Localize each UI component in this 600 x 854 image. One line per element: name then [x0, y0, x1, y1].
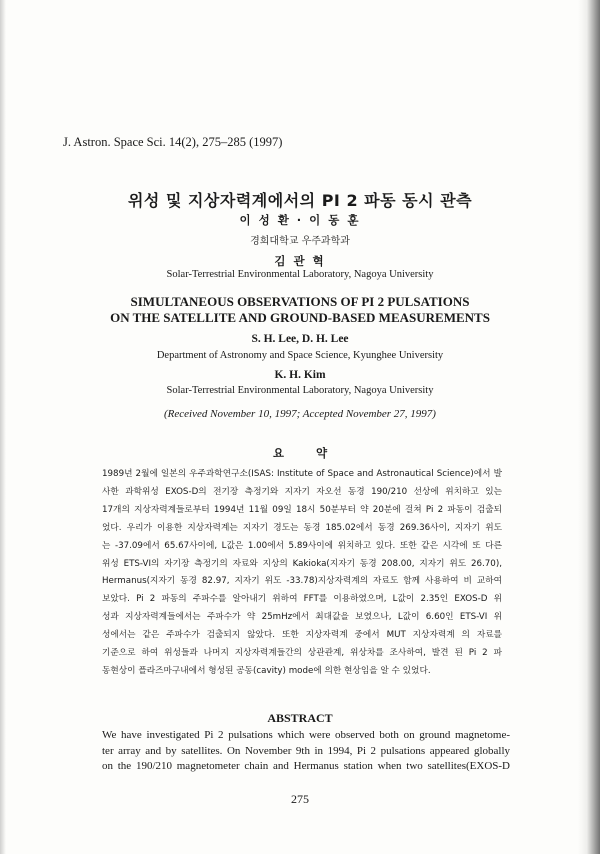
korean-title: 위성 및 지상자력계에서의 PI 2 파동 동시 관측 — [127, 191, 473, 210]
korean-abstract-line: 1989년 2월에 일본의 우주과학연구소(ISAS: Institute of Space and Astronautical Science)에서 발 — [102, 469, 502, 479]
korean-abstract-line: 성과 지상자력계들에서는 주파수가 약 25mHz에서 최대값을 보였으나, L값이 6.60인 ETS-VI 위 — [102, 612, 502, 623]
english-affiliation-2: Solar-Terrestrial Environmental Laboratory, Nagoya University — [166, 385, 434, 396]
korean-abstract-line: 었다. 우리가 이용한 지상자력계는 지자기 경도는 동경 185.02에서 동경 269.36사이, 지자기 위도 — [102, 522, 502, 533]
korean-affiliation: 경희대학교 우주과학과 — [250, 236, 350, 247]
english-author-2: K. H. Kim — [274, 369, 326, 381]
abstract-heading: ABSTRACT — [267, 711, 333, 725]
page-number: 275 — [291, 792, 309, 806]
korean-abstract-line: 17개의 지상자력계들로부터 1994년 11월 09일 18시 50분부터 약 20분에 걸쳐 Pi 2 파동이 검출되 — [102, 504, 502, 515]
received-dates: (Received November 10, 1997; Accepted November 27, 1997) — [164, 408, 436, 420]
journal-reference: J. Astron. Space Sci. 14(2), 275–285 (1997) — [63, 135, 283, 149]
english-affiliation: Department of Astronomy and Space Science, Kyunghee University — [156, 350, 444, 361]
english-abstract-line: ter array and by satellites. On November 9th in 1994, Pi 2 pulsations appeared globally — [102, 744, 510, 757]
english-abstract-line: We have investigated Pi 2 pulsations which were observed both on ground magnetome- — [102, 729, 510, 741]
korean-author-2: 김 관 혁 — [274, 254, 326, 268]
korean-abstract-heading: 요약 — [272, 446, 360, 460]
korean-abstract-line: 보았다. Pi 2 파동의 주파수를 알아내기 위하여 FFT를 이용하였으며, L값이 2.35인 EXOS-D 위 — [102, 594, 502, 605]
english-abstract — [102, 728, 510, 775]
english-title-line-1: SIMULTANEOUS OBSERVATIONS OF PI 2 PULSATIONS — [130, 294, 470, 309]
korean-abstract-line: 동현상이 플라즈마구내에서 형성된 공동(cavity) mode에 의한 현상임을 알 수 있었다. — [102, 665, 431, 676]
korean-affiliation-2: Solar-Terrestrial Environmental Laboratory, Nagoya University — [166, 269, 434, 280]
korean-abstract-line: Hermanus(지자기 동경 82.97, 지자기 위도 -33.78)지상자력계의 자료도 함께 사용하여 비 교하여 — [102, 576, 502, 587]
korean-authors: 이 성 환 · 이 동 훈 — [239, 213, 361, 227]
korean-abstract — [102, 466, 502, 681]
korean-abstract-line: 성에서는 같은 주파수가 검출되지 않았다. 또한 지상자력계 중에서 MUT 지상자력계 의 자료를 — [102, 630, 502, 641]
korean-abstract-line: 기준으로 하여 위성들과 나머지 지상자력계들간의 상관관계, 위상차를 조사하여, 발견 된 Pi 2 파 — [102, 648, 502, 659]
english-title-line-2: ON THE SATELLITE AND GROUND-BASED MEASUREMENTS — [110, 310, 490, 325]
english-authors: S. H. Lee, D. H. Lee — [251, 333, 349, 345]
korean-abstract-line: 는 -37.09에서 65.67사이에, L값은 1.00에서 5.89사이에 위치하고 있다. 또한 같은 시각에 또 다른 — [102, 540, 502, 551]
english-abstract-line: on the 190/210 magnetometer chain and Hermanus station when two satellites(EXOS-D — [102, 760, 510, 772]
korean-abstract-line: 위성 ETS-VI의 자기장 측정기의 자료와 지상의 Kakioka(지자기 동경 208.00, 지자기 위도 26.70), — [102, 558, 502, 569]
korean-abstract-line: 사한 과학위성 EXOS-D의 전기장 측정기와 지자기 자오선 동경 190/210 선상에 위치하고 있는 — [102, 486, 502, 497]
